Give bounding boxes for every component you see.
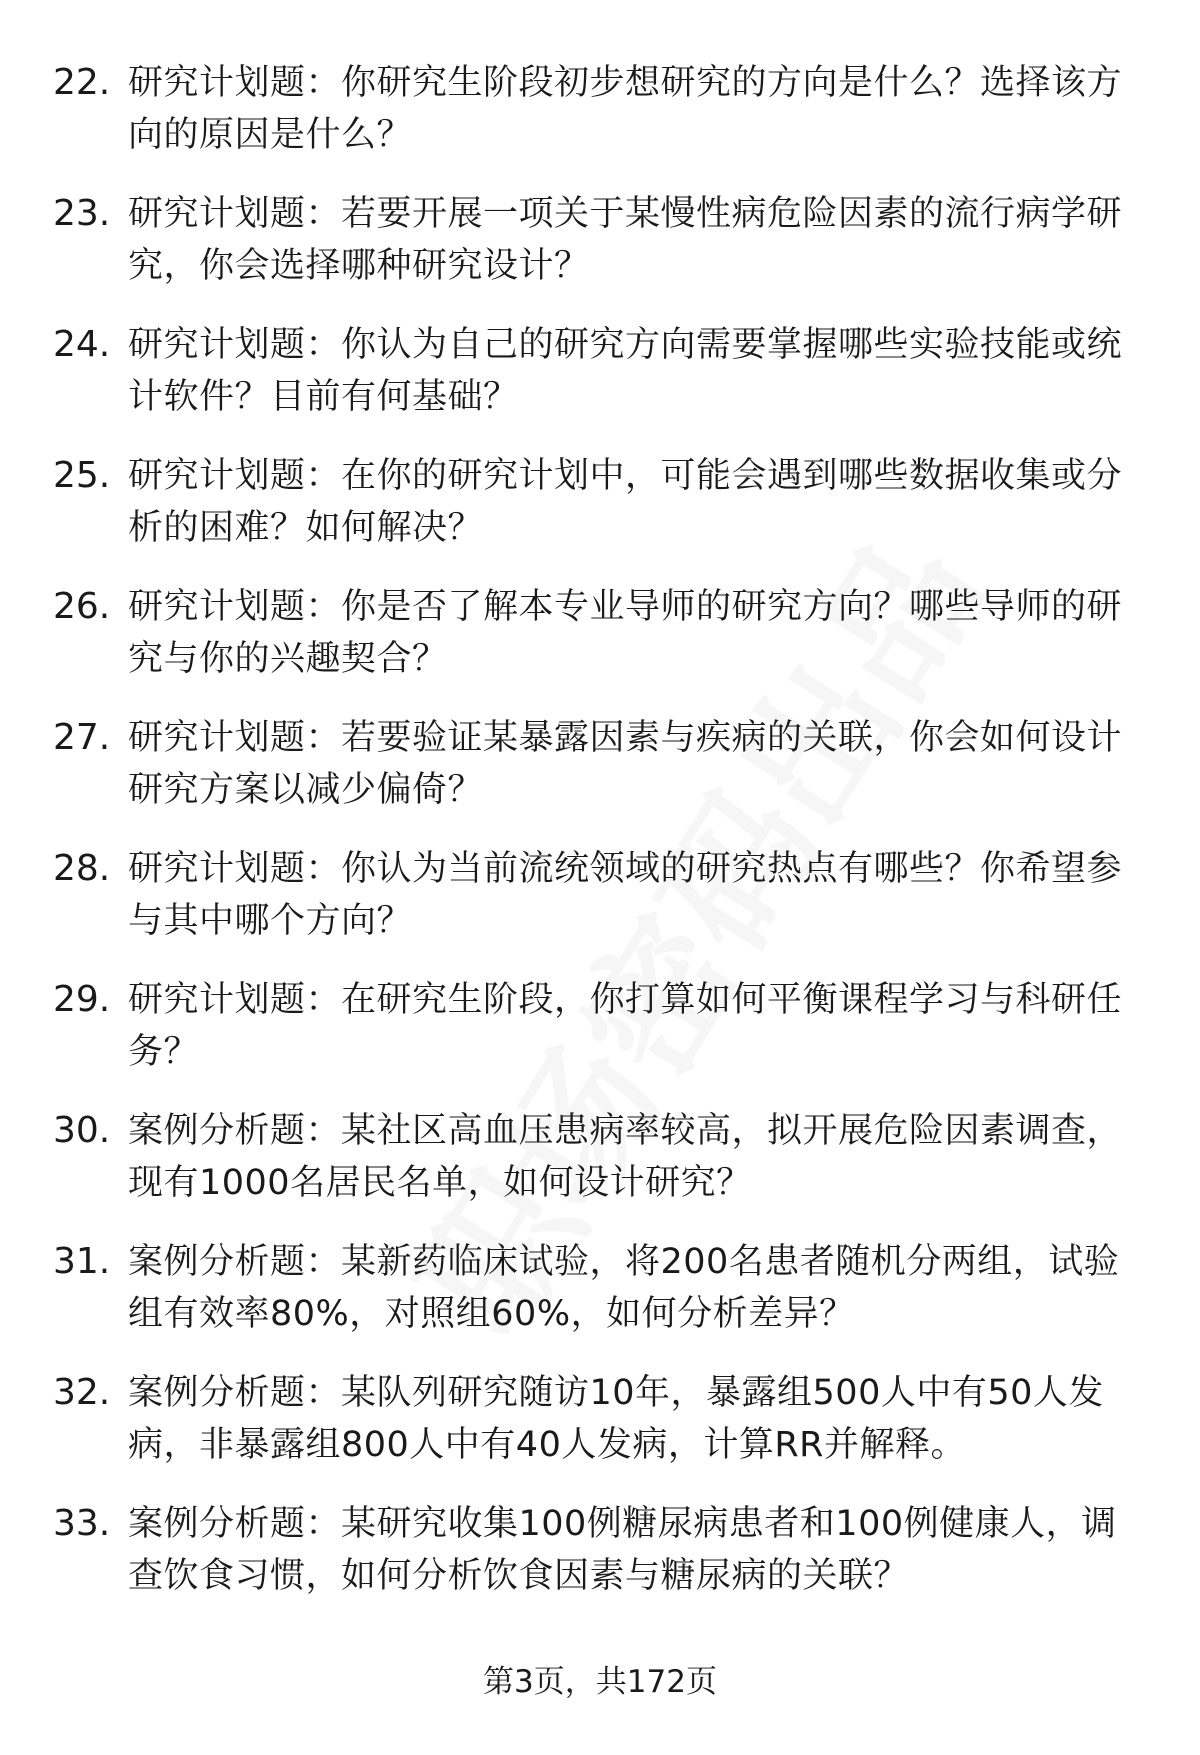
question-text: 研究计划题：你认为自己的研究方向需要掌握哪些实验技能或统计软件？目前有何基础？	[128, 325, 1123, 417]
question-text: 研究计划题：在你的研究计划中，可能会遇到哪些数据收集或分析的困难？如何解决？	[128, 456, 1123, 548]
question-number: 30.	[53, 1110, 111, 1151]
question-item	[0, 843, 1200, 974]
question-text: 案例分析题：某新药临床试验，将200名患者随机分两组，试验组有效率80%，对照组60%，如何分析差异？	[128, 1242, 1120, 1334]
question-list	[0, 57, 1200, 1629]
question-text: 案例分析题：某研究收集100例糖尿病患者和100例健康人，调查饮食习惯，如何分析饮食因素与糖尿病的关联？	[128, 1504, 1117, 1596]
question-number: 27.	[53, 717, 111, 758]
question-number: 32.	[53, 1372, 111, 1413]
question-number: 29.	[53, 979, 111, 1020]
question-item	[0, 57, 1200, 188]
question-text: 研究计划题：你是否了解本专业导师的研究方向？哪些导师的研究与你的兴趣契合？	[128, 587, 1123, 679]
question-number: 28.	[53, 848, 111, 889]
question-item	[0, 1498, 1200, 1629]
question-item	[0, 188, 1200, 319]
question-text: 案例分析题：某队列研究随访10年，暴露组500人中有50人发病，非暴露组800人中有40人发病，计算RR并解释。	[128, 1373, 1104, 1465]
question-text: 案例分析题：某社区高血压患病率较高，拟开展危险因素调查，现有1000名居民名单，如何设计研究？	[128, 1111, 1123, 1203]
question-item	[0, 319, 1200, 450]
question-text: 研究计划题：若要验证某暴露因素与疾病的关联，你会如何设计研究方案以减少偏倚？	[128, 718, 1123, 810]
question-item	[0, 450, 1200, 581]
question-text: 研究计划题：若要开展一项关于某慢性病危险因素的流行病学研究，你会选择哪种研究设计？	[128, 194, 1123, 286]
question-item	[0, 1236, 1200, 1367]
question-number: 26.	[53, 586, 111, 627]
question-item	[0, 974, 1200, 1105]
page-number-label: 第3页，共172页	[483, 1664, 717, 1700]
question-number: 31.	[53, 1241, 111, 1282]
question-item	[0, 581, 1200, 712]
question-number: 23.	[53, 193, 111, 234]
question-number: 24.	[53, 324, 111, 365]
question-item	[0, 1105, 1200, 1236]
question-text: 研究计划题：你研究生阶段初步想研究的方向是什么？选择该方向的原因是什么？	[128, 63, 1123, 155]
question-number: 25.	[53, 455, 111, 496]
question-text: 研究计划题：你认为当前流统领域的研究热点有哪些？你希望参与其中哪个方向？	[128, 849, 1123, 941]
question-text: 研究计划题：在研究生阶段，你打算如何平衡课程学习与科研任务？	[128, 980, 1123, 1072]
question-number: 33.	[53, 1503, 111, 1544]
page-footer	[0, 1660, 1200, 1704]
question-item	[0, 712, 1200, 843]
question-number: 22.	[53, 62, 111, 103]
question-item	[0, 1367, 1200, 1498]
